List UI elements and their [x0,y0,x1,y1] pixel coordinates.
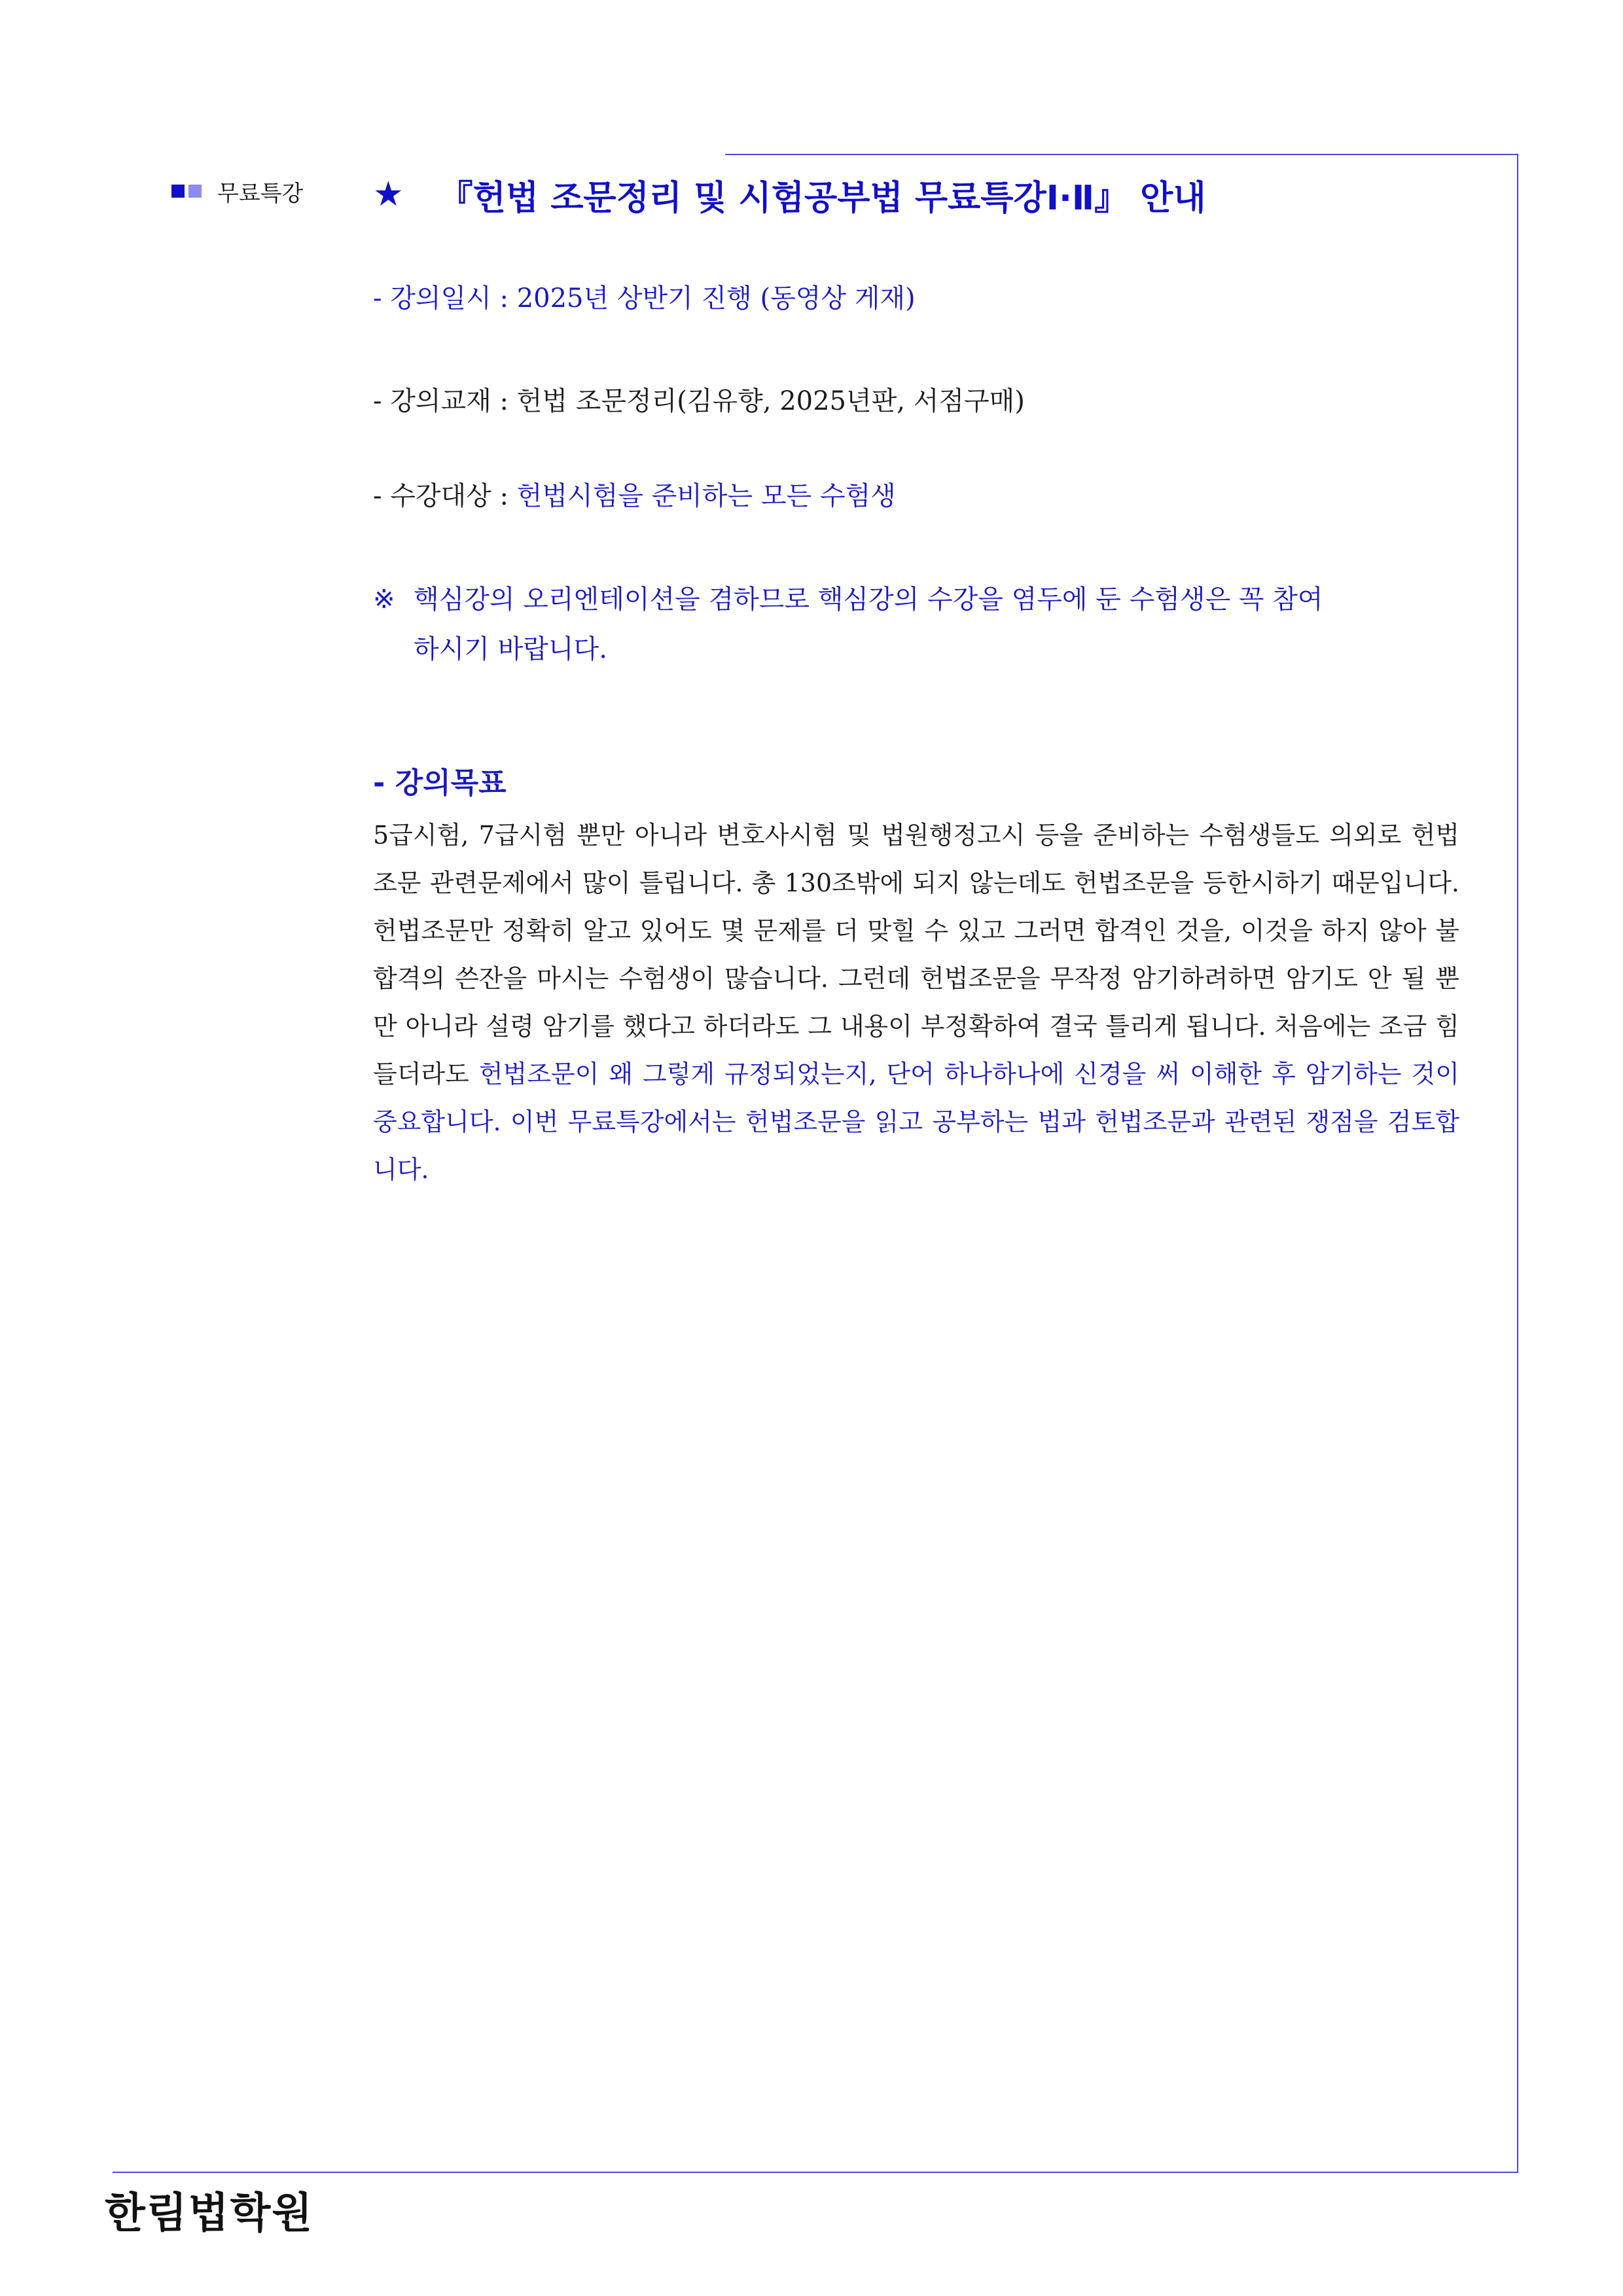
square-dark-icon [171,185,185,198]
notice [373,575,1459,674]
frame-top-border [725,154,1518,155]
goal-heading: - 강의목표 [373,766,507,800]
academy-logo: 한림법학원 [105,2189,314,2238]
schedule-line: - 강의일시 : 2025년 상반기 진행 (동영상 게재) [373,283,916,314]
section-label: 무료특강 [217,180,304,207]
notice-line-1: 핵심강의 오리엔테이션을 겸하므로 핵심강의 수강을 염두에 둔 수험생은 꼭 참여 [414,584,1323,615]
goal-paragraph [373,812,1459,1194]
star-icon: ★ [373,175,404,214]
textbook-line: - 강의교재 : 헌법 조문정리(김유향, 2025년판, 서점구매) [373,386,1025,416]
reference-mark-icon: ※ [373,584,395,615]
notice-line-2: 하시기 바랍니다. [414,634,607,664]
section-tag [171,177,303,206]
target-prefix: - 수강대상 : [373,481,517,511]
target-value: 헌법시험을 준비하는 모든 수험생 [516,481,896,511]
goal-text: 5급시험, 7급시험 뿐만 아니라 변호사시험 및 법원행정고시 등을 준비하는 수험생들도 의외로 헌법조문 관련문제에서 많이 틀립니다. 총 130조밖에 되지 않는데도 헌법조문을 등한시하기 때문입니다. 헌법조문만 정확히 알고 있어도 몇 문제를 더 맞힐 수 있고 그러면 합격인 것을, 이것을 하지 않아 불합격의 쓴잔을 마시는 수험생이 많습니다. 그런데 헌법조문을 무작정 암기하려하면 암기도 안 될 뿐만 아니라 설령 암기를 했다고 하더라도 그 내용이 부정확하여 결국 틀리게 됩니다. 처음에는 조금 힘들더라도 [373,821,1459,1088]
frame-bottom-border [113,2172,1518,2173]
square-light-icon [188,185,202,198]
page-title [373,171,1206,217]
goal-text-highlight: 헌법조문이 왜 그렇게 규정되었는지, 단어 하나하나에 신경을 써 이해한 후 암기하는 것이 중요합니다. 이번 무료특강에서는 헌법조문을 읽고 공부하는 법과 헌법조문과 관련된 쟁점을 검토합니다. [373,1060,1459,1184]
target-line [373,476,896,516]
frame-right-border [1517,154,1518,2172]
title-text: 『헌법 조문정리 및 시험공부법 무료특강Ⅰ·Ⅱ』 안내 [438,178,1206,218]
